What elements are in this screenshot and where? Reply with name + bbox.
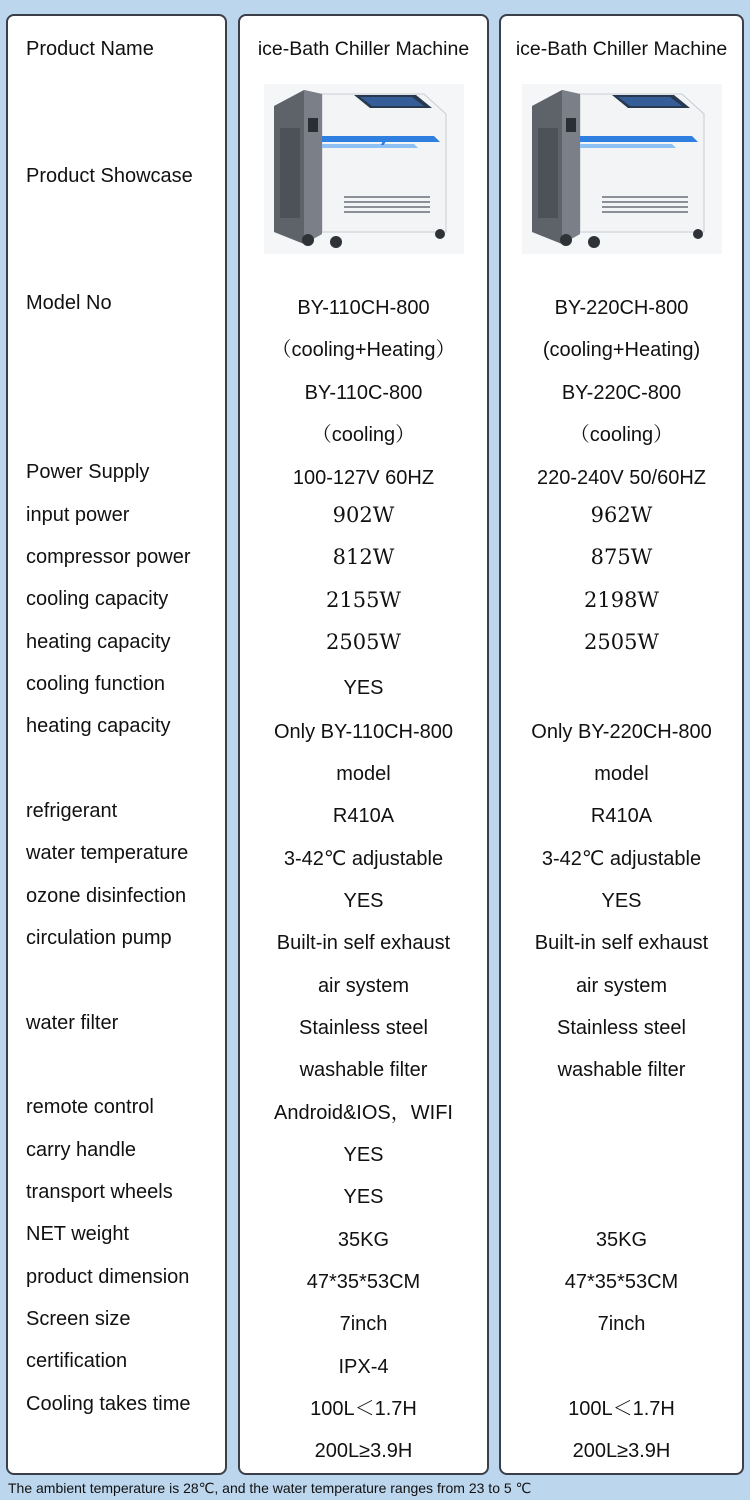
model-1-note: （cooling+Heating）	[271, 339, 456, 361]
model-2: BY-110C-800	[304, 382, 423, 404]
input-power: 962W	[590, 503, 653, 527]
model-2-note: （cooling）	[569, 424, 674, 446]
model-1: BY-220CH-800	[554, 297, 689, 319]
net-weight: 35KG	[337, 1229, 390, 1251]
heating-note-1: Only BY-220CH-800	[531, 721, 712, 743]
carry-handle: YES	[343, 1144, 384, 1166]
product-name: ice-Bath Chiller Machine	[257, 38, 470, 60]
label-screen-size: Screen size	[26, 1308, 131, 1330]
product-dimension: 47*35*53CM	[564, 1271, 679, 1293]
cooling-time-1: 100L＜1.7H	[568, 1398, 675, 1420]
label-transport-wheels: transport wheels	[26, 1181, 173, 1203]
power-supply: 100-127V 60HZ	[292, 467, 435, 489]
label-heating-capacity: heating capacity	[26, 631, 171, 653]
label-product-showcase: Product Showcase	[26, 165, 193, 187]
label-certification: certification	[26, 1350, 128, 1372]
net-weight: 35KG	[595, 1229, 648, 1251]
ozone-disinfection: YES	[343, 890, 384, 912]
transport-wheels: YES	[343, 1186, 384, 1208]
compressor-power: 812W	[332, 545, 395, 569]
label-ozone-disinfection: ozone disinfection	[26, 885, 187, 907]
water-filter-2: washable filter	[299, 1059, 428, 1081]
compressor-power: 875W	[590, 545, 653, 569]
certification: IPX-4	[338, 1356, 389, 1378]
heating-capacity: 2505W	[325, 630, 402, 654]
label-water-filter: water filter	[26, 1012, 119, 1034]
power-supply: 220-240V 50/60HZ	[536, 467, 706, 489]
label-remote-control: remote control	[26, 1096, 154, 1118]
remote-control: Android&IOS，WIFI	[274, 1102, 453, 1124]
label-compressor-power: compressor power	[26, 546, 191, 568]
label-cooling-takes-time: Cooling takes time	[26, 1393, 191, 1415]
model-1-note: (cooling+Heating)	[542, 339, 701, 361]
model-2: BY-220C-800	[561, 382, 682, 404]
label-net-weight: NET weight	[26, 1223, 130, 1245]
heating-capacity: 2505W	[583, 630, 660, 654]
cooling-capacity: 2155W	[325, 588, 402, 612]
label-heating-capacity-2: heating capacity	[26, 715, 171, 737]
water-filter-1: Stainless steel	[557, 1017, 686, 1039]
label-refrigerant: refrigerant	[26, 800, 118, 822]
label-product-dimension: product dimension	[26, 1266, 190, 1288]
water-temperature: 3-42℃ adjustable	[541, 848, 702, 870]
input-power: 902W	[332, 503, 395, 527]
label-model-no: Model No	[26, 292, 112, 314]
cooling-time-2: 200L≥3.9H	[314, 1440, 413, 1462]
label-cooling-function: cooling function	[26, 673, 165, 695]
cooling-capacity: 2198W	[583, 588, 660, 612]
product-b-column	[499, 14, 744, 1475]
refrigerant: R410A	[590, 805, 653, 827]
label-product-name: Product Name	[26, 38, 154, 60]
heating-note-2: model	[594, 763, 649, 785]
cooling-function: YES	[343, 677, 384, 699]
label-power-supply: Power Supply	[26, 461, 150, 483]
label-circulation-pump: circulation pump	[26, 927, 172, 949]
footnote: The ambient temperature is 28℃, and the water temperature ranges from 23 to 5 ℃	[8, 1480, 532, 1496]
water-temperature: 3-42℃ adjustable	[283, 848, 444, 870]
product-dimension: 47*35*53CM	[306, 1271, 421, 1293]
label-input-power: input power	[26, 504, 130, 526]
ozone-disinfection: YES	[601, 890, 642, 912]
refrigerant: R410A	[332, 805, 395, 827]
circulation-pump-2: air system	[575, 975, 668, 997]
chiller-machine-image	[264, 84, 464, 254]
model-2-note: （cooling）	[311, 424, 416, 446]
spec-label-column	[6, 14, 227, 1475]
model-1: BY-110CH-800	[297, 297, 430, 319]
screen-size: 7inch	[597, 1313, 646, 1335]
water-filter-2: washable filter	[557, 1059, 686, 1081]
heating-note-2: model	[336, 763, 391, 785]
label-water-temperature: water temperature	[26, 842, 189, 864]
product-name: ice-Bath Chiller Machine	[515, 38, 728, 60]
circulation-pump-2: air system	[317, 975, 410, 997]
screen-size: 7inch	[339, 1313, 388, 1335]
circulation-pump-1: Built-in self exhaust	[276, 932, 451, 954]
label-carry-handle: carry handle	[26, 1139, 137, 1161]
chiller-machine-image	[522, 84, 722, 254]
circulation-pump-1: Built-in self exhaust	[534, 932, 709, 954]
cooling-time-2: 200L≥3.9H	[572, 1440, 671, 1462]
water-filter-1: Stainless steel	[299, 1017, 428, 1039]
label-cooling-capacity: cooling capacity	[26, 588, 169, 610]
cooling-time-1: 100L＜1.7H	[310, 1398, 417, 1420]
product-a-column	[238, 14, 489, 1475]
heating-note-1: Only BY-110CH-800	[274, 721, 453, 743]
